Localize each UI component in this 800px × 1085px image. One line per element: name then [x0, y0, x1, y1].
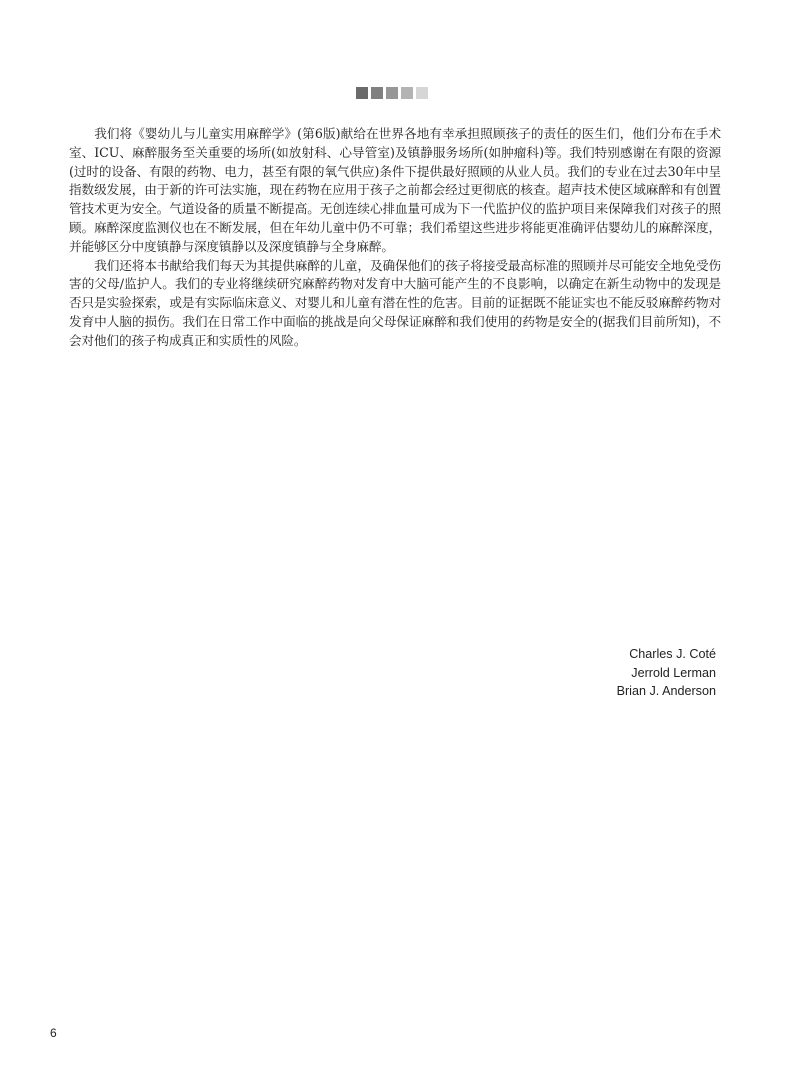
ornament-square [356, 87, 368, 99]
author-name: Brian J. Anderson [616, 684, 716, 698]
dedication-text [69, 125, 721, 351]
author-name: Jerrold Lerman [631, 665, 716, 680]
ornament-square [371, 87, 383, 99]
author-name: Charles J. Coté [629, 647, 716, 661]
ornament-square [386, 87, 398, 99]
ornament-square [401, 87, 413, 99]
author-signatures [617, 645, 716, 701]
page-number: 6 [50, 1026, 57, 1040]
dedication-paragraph-1: 我们将《婴幼儿与儿童实用麻醉学》(第6版)献给在世界各地有幸承担照顾孩子的责任的医生们，他们分布在手术室、ICU、麻醉服务至关重要的场所(如放射科、心导管室)及镇静服务场所(如肿瘤科)等。我们特别感谢在有限的资源(过时的设备、有限的药物、电力，甚至有限的氧气供应)条件下提供最好照顾的从业人员。我们的专业在过去30年中呈指数级发展，由于新的许可法实施，现在药物在应用于孩子之前都会经过更彻底的核查。超声技术使区域麻醉和有创置管技术更为安全。气道设备的质量不断提高。无创连续心排血量可成为下一代监护仪的监护项目来保障我们对孩子的照顾。麻醉深度监测仪也在不断发展，但在年幼儿童中仍不可靠；我们希望这些进步将能更准确评估婴幼儿的麻醉深度，并能够区分中度镇静与深度镇静以及深度镇静与全身麻醉。 [69, 126, 721, 254]
section-ornament [356, 87, 428, 99]
dedication-paragraph-2: 我们还将本书献给我们每天为其提供麻醉的儿童，及确保他们的孩子将接受最高标准的照顾并尽可能安全地免受伤害的父母/监护人。我们的专业将继续研究麻醉药物对发育中大脑可能产生的不良影响，以确定在新生动物中的发现是否只是实验探索，或是有实际临床意义、对婴儿和儿童有潜在性的危害。目前的证据既不能证实也不能反驳麻醉药物对发育中人脑的损伤。我们在日常工作中面临的挑战是向父母保证麻醉和我们使用的药物是安全的(据我们目前所知)，不会对他们的孩子构成真正和实质性的风险。 [69, 257, 721, 348]
ornament-square [416, 87, 428, 99]
